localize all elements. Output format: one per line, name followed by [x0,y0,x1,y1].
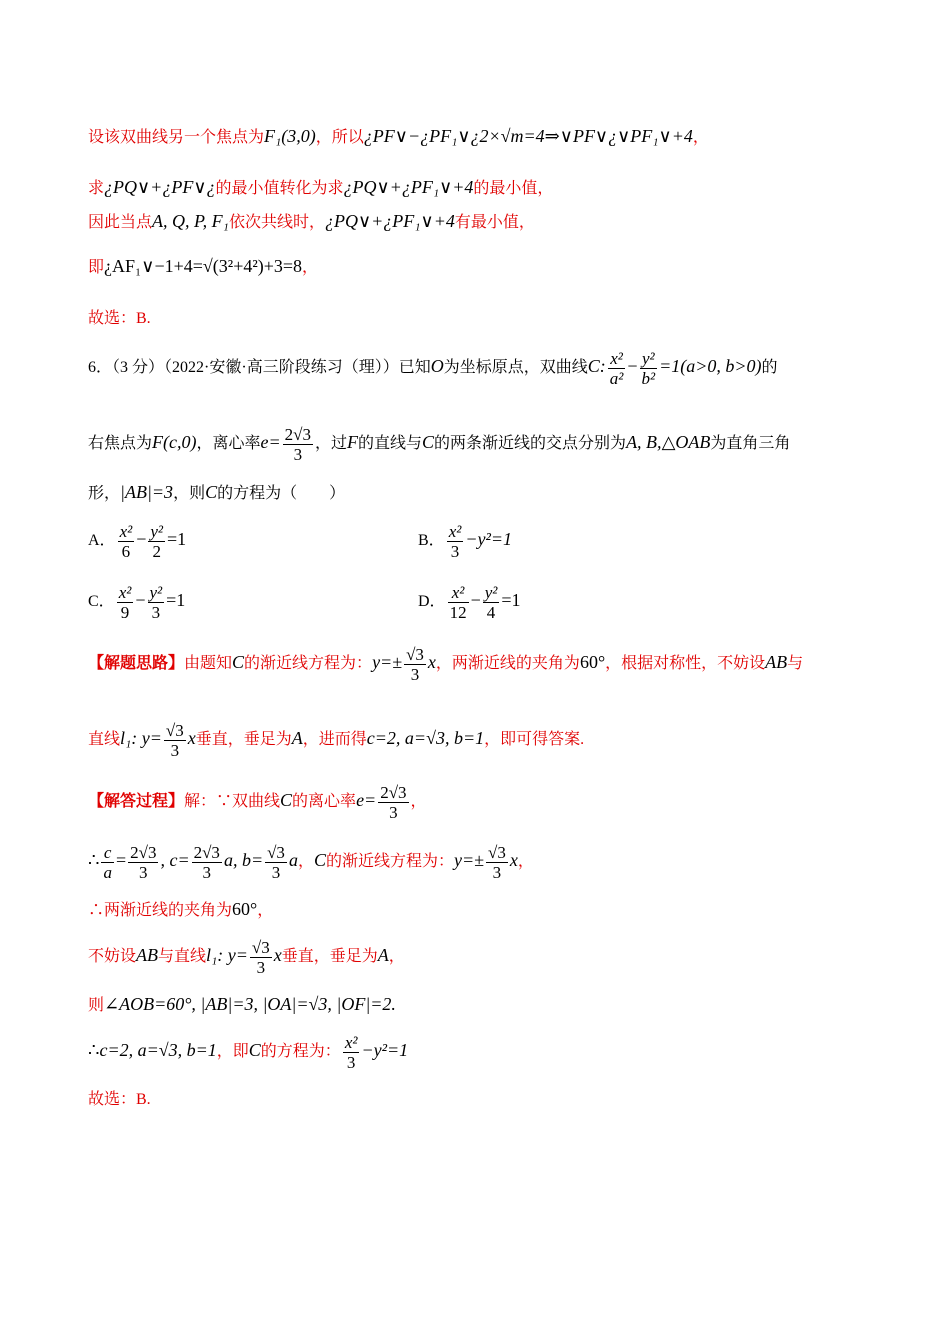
math: ¿PQ∨+¿PF₁∨+4 [343,177,474,197]
math: A [377,945,389,965]
numerator: 2√3 [284,424,311,444]
fraction [483,583,500,622]
text: 设该双曲线另一个焦点为 [88,129,265,146]
text: ，进而得 [302,731,367,748]
denominator: 3 [256,957,266,977]
math: x [187,728,196,748]
denominator: 3 [170,740,180,760]
math: a [288,850,298,870]
question-source: （2022·安徽·高三阶段练习（理）） [164,359,399,376]
math: =1 [501,590,521,611]
text: 垂直，垂足为 [281,948,378,965]
process-line-6 [88,1030,858,1072]
numerator: √3 [406,644,424,664]
text: 的离心率 [292,793,357,810]
math: △OAB [661,432,711,452]
math: x [273,945,282,965]
math: a, b= [223,850,264,870]
numerator: y² [150,522,164,541]
text: 为直角三角 [710,435,791,452]
math: C [248,1040,261,1060]
math: − [135,590,146,611]
math: AB [765,652,788,672]
denominator: 3 [389,802,398,822]
question-6-line-1 [88,348,858,388]
denominator: a² [609,368,624,388]
fraction [148,522,165,561]
math: C [313,850,326,870]
denominator: 3 [151,603,161,622]
text: 与 [787,655,804,672]
text: ， [388,948,405,965]
numerator: x² [344,1032,358,1052]
text: 为坐标原点，双曲线 [443,359,588,376]
text: 的直线与 [358,435,423,452]
text: ， [692,129,709,146]
text: ， [297,853,314,870]
text: 有最小值， [454,214,535,231]
numerator: √3 [165,720,184,740]
question-6-line-2 [88,422,858,464]
denominator: 12 [449,603,467,622]
text: ，根据对称性，不妨设 [605,655,766,672]
fraction [404,645,426,684]
option-label: A． [88,532,116,550]
fraction [283,425,313,464]
numerator: x² [119,522,133,541]
fraction [448,583,469,622]
text: 右焦点为 [88,435,153,452]
math: e= [260,432,281,452]
denominator: 3 [492,862,502,882]
prev-line-1 [88,124,858,150]
math: x [427,652,436,672]
denominator: 4 [486,603,496,622]
process-line-5 [88,992,858,1018]
text: 已知 [398,359,431,376]
math: ∴ [88,1040,100,1060]
text: ，两渐近线的夹角为 [435,655,580,672]
fraction [486,843,508,882]
text: 的渐近线方程为： [244,655,373,672]
numerator: c [101,843,114,863]
text: ， [517,853,534,870]
process-line-2 [88,840,858,882]
math: 60° [232,899,258,919]
fraction [128,843,158,882]
text: 求 [88,180,105,197]
numerator: y² [149,583,163,602]
text: 因此当点 [88,214,153,231]
math: A [291,728,303,748]
denominator: 3 [346,1052,356,1072]
fraction [640,349,658,388]
numerator: 2√3 [130,842,157,862]
prev-line-4 [88,254,858,280]
numerator: 2√3 [380,782,407,802]
text: 由题知 [184,655,233,672]
text: 的最小值， [473,180,554,197]
fraction [378,783,408,822]
text: 即 [88,259,105,276]
math: =1 [166,590,186,611]
math: =1(a>0, b>0) [659,356,762,376]
text: 的两条渐近线的交点分别为 [434,435,627,452]
math: c=2, a=√3, b=1 [366,728,485,748]
math: ∴ [88,850,100,870]
numerator: 2√3 [193,842,220,862]
fraction [118,522,135,561]
math: F₁(3,0) [264,126,316,146]
prev-line-3 [88,209,858,235]
text: ， [410,793,427,810]
fraction [164,721,186,760]
process-line-1 [88,780,858,822]
fraction [192,843,222,882]
numerator: x² [448,522,462,541]
math: A, Q, P, F₁ [152,211,229,231]
option-b [418,522,512,561]
answer-text: 故选：B. [88,310,151,327]
math: c=2, a=√3, b=1 [99,1040,217,1060]
question-6-line-3 [88,480,858,506]
math: −y²=1 [361,1040,409,1060]
math: x [509,850,518,870]
numerator: x² [118,583,132,602]
math: − [627,356,638,376]
option-label: D． [418,593,446,611]
fraction [447,522,464,561]
math: F(c,0) [152,432,197,452]
math: ∠AOB=60°, |AB|=3, |OA|=√3, |OF|=2. [104,994,396,1014]
math: =1 [167,529,187,550]
denominator: a [103,862,112,882]
denominator: 6 [121,542,131,561]
idea-tag: 【解题思路】 [88,655,185,672]
math: |AB|=3 [120,482,174,502]
text: ，过 [315,435,348,452]
denominator: 3 [293,444,303,464]
math: ¿PQ∨+¿PF∨¿ [104,177,216,197]
text: 解：∵双曲线 [184,793,281,810]
text: ，所以 [315,129,364,146]
math: ¿PF∨−¿PF₁∨¿2×√m=4⇒∨PF∨¿∨PF₁∨+4 [363,126,693,146]
text: 的最小值转化为求 [215,180,344,197]
text: 形， [88,485,121,502]
denominator: b² [641,368,656,388]
denominator: 3 [202,862,212,882]
fraction [265,843,287,882]
idea-line-1 [88,642,858,684]
math: 60° [579,652,606,672]
text: 依次共线时， [228,214,325,231]
numerator: √3 [251,937,270,957]
text: ，即可得答案. [484,731,585,748]
math: C [205,482,218,502]
math: l₁: y= [206,945,248,965]
text: ，则 [173,485,206,502]
denominator: 3 [450,542,460,561]
math: y=± [372,652,403,672]
numerator: √3 [488,842,506,862]
math: − [470,590,481,611]
question-score: （3 分） [112,359,165,376]
text: 的方程为（ ） [217,485,346,502]
fraction [250,938,272,977]
text: ， [257,902,274,919]
answer-text: 故选：B. [88,1091,151,1108]
math: C [422,432,435,452]
math: −y²=1 [465,529,513,550]
denominator: 9 [120,603,130,622]
math: , c= [160,850,190,870]
text: 直线 [88,731,121,748]
process-tag: 【解答过程】 [88,793,185,810]
math: C [280,790,293,810]
text: 垂直，垂足为 [195,731,292,748]
denominator: 3 [271,862,281,882]
text: 的渐近线方程为： [325,853,454,870]
numerator: y² [484,583,498,602]
text: 不妨设 [88,948,137,965]
idea-line-2 [88,718,858,760]
math: AB [136,945,159,965]
math: F [347,432,359,452]
math: C: [587,356,606,376]
option-label: B． [418,532,445,550]
prev-line-2 [88,175,858,201]
prev-answer [88,307,858,331]
math: e= [356,790,377,810]
math: y=± [453,850,484,870]
math: − [136,529,147,550]
denominator: 2 [152,542,161,561]
text: 则 [88,997,105,1014]
text: 与直线 [158,948,207,965]
fraction [608,349,626,388]
math: = [115,850,127,870]
fraction [148,583,165,622]
math: ¿AF₁∨−1+4=√(3²+4²)+3=8 [104,256,303,276]
text: ∴两渐近线的夹角为 [88,902,233,919]
fraction [117,583,134,622]
math: ¿PQ∨+¿PF₁∨+4 [324,211,455,231]
process-line-3 [88,897,858,923]
fraction [101,843,114,882]
numerator: x² [608,349,626,369]
numerator: y² [640,349,658,369]
math: l₁: y= [120,728,162,748]
text: ，离心率 [196,435,261,452]
numerator: x² [448,583,469,603]
option-c [88,583,185,622]
math: O [430,356,444,376]
option-a [88,522,186,561]
math: A, B, [626,432,662,452]
process-line-4 [88,935,858,977]
question-number: 6． [88,359,113,376]
text: 的方程为： [260,1043,341,1060]
option-d [418,583,521,622]
text: 的 [761,359,778,376]
process-answer [88,1088,858,1112]
option-label: C． [88,593,115,611]
text: ，即 [216,1043,249,1060]
denominator: 3 [139,862,148,882]
math: C [232,652,245,672]
fraction [343,1033,360,1072]
numerator: √3 [267,842,285,862]
text: ， [302,259,319,276]
denominator: 3 [410,664,420,684]
